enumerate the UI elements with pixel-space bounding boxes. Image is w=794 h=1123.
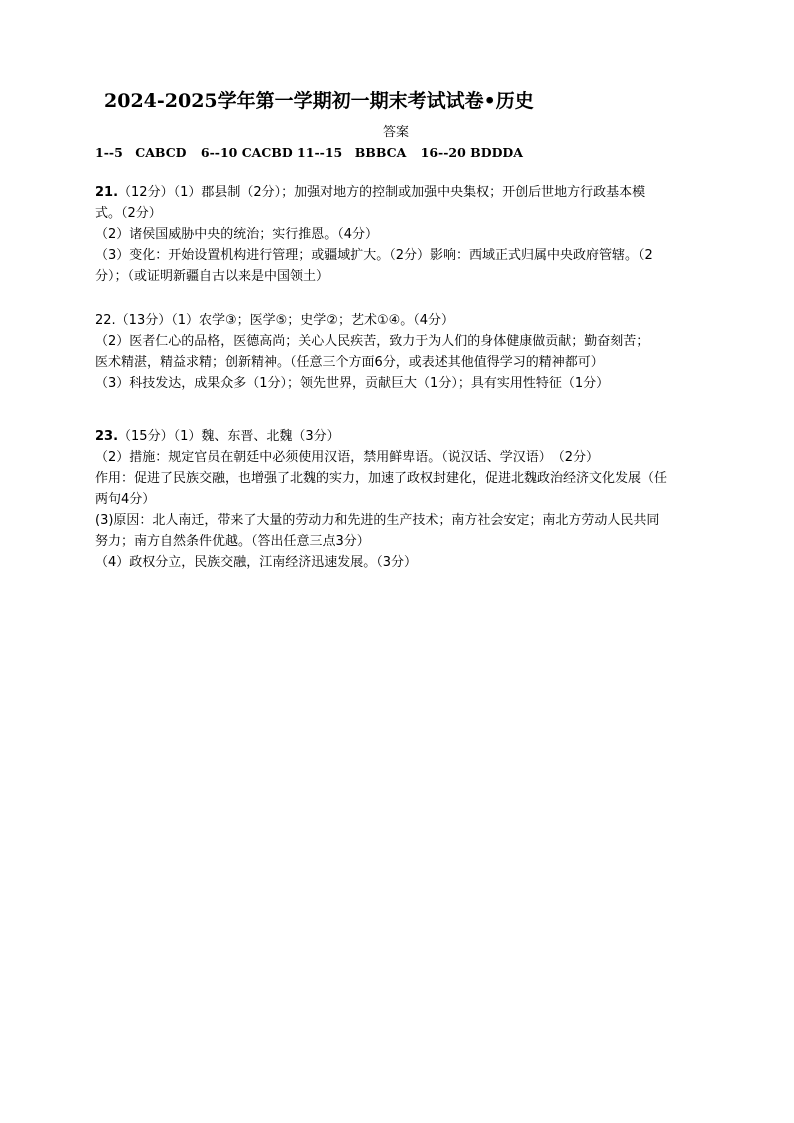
q21-number: 21. [95, 185, 119, 200]
q22-line-1: 22.（13分）（1）农学③；医学⑤；史学②；艺术①④。（4分） [95, 313, 455, 328]
q21-line-1-text: （12分）（1）郡县制（2分）；加强对地方的控制或加强中央集权；开创后世地方行政基本模 [118, 185, 646, 200]
multiple-choice-answers [95, 143, 533, 161]
q23-number: 23. [95, 429, 119, 444]
q22-line-4: （3）科技发达，成果众多（1分）；领先世界，贡献巨大（1分）；具有实用性特征（1分） [95, 376, 610, 391]
q23-line-1-text: （15分）（1）魏、东晋、北魏（3分） [118, 429, 340, 444]
document-subtitle: 答案 [383, 125, 410, 140]
q23-line-7: （4）政权分立，民族交融，江南经济迅速发展。（3分） [95, 555, 418, 570]
q23-line-6: 努力；南方自然条件优越。（答出任意三点3分） [95, 534, 370, 549]
mc-answers-16-20: 16--20 BDDDA [420, 145, 523, 160]
question-21-answer [95, 182, 715, 287]
q21-line-2: 式。（2分） [95, 206, 162, 221]
q22-line-3: 医术精湛，精益求精；创新精神。（任意三个方面6分，或表述其他值得学习的精神都可） [95, 355, 604, 370]
mc-answers-6-15: 6--10 CACBD 11--15 BBBCA [200, 145, 407, 160]
q23-line-5: (3)原因：北人南迁，带来了大量的劳动力和先进的生产技术；南方社会安定；南北方劳动人民共同 [95, 513, 660, 528]
q21-line-5: 分）；（或证明新疆自古以来是中国领土） [95, 269, 330, 284]
mc-answers-1-5: 1--5 CABCD [95, 145, 187, 160]
q23-line-4: 两句4分） [95, 492, 156, 507]
question-22-answer [95, 310, 715, 394]
question-23-answer [95, 426, 715, 573]
q21-line-4: （3）变化：开始设置机构进行管理；或疆域扩大。（2分）影响：西域正式归属中央政府管辖。（2 [95, 248, 653, 263]
q21-line-1 [95, 182, 715, 203]
q23-line-1 [95, 426, 715, 447]
q23-line-3: 作用：促进了民族交融，也增强了北魏的实力，加速了政权封建化，促进北魏政治经济文化发展（任 [95, 471, 668, 486]
q21-line-3: （2）诸侯国威胁中央的统治；实行推恩。（4分） [95, 227, 379, 242]
document-title: 2024-2025学年第一学期初一期末考试试卷•历史 [104, 90, 534, 112]
q22-line-2: （2）医者仁心的品格，医德高尚；关心人民疾苦，致力于为人们的身体健康做贡献；勤奋刻苦； [95, 334, 650, 349]
q23-line-2: （2）措施：规定官员在朝廷中必须使用汉语，禁用鲜卑语。（说汉话、学汉语） （2分） [95, 450, 600, 465]
